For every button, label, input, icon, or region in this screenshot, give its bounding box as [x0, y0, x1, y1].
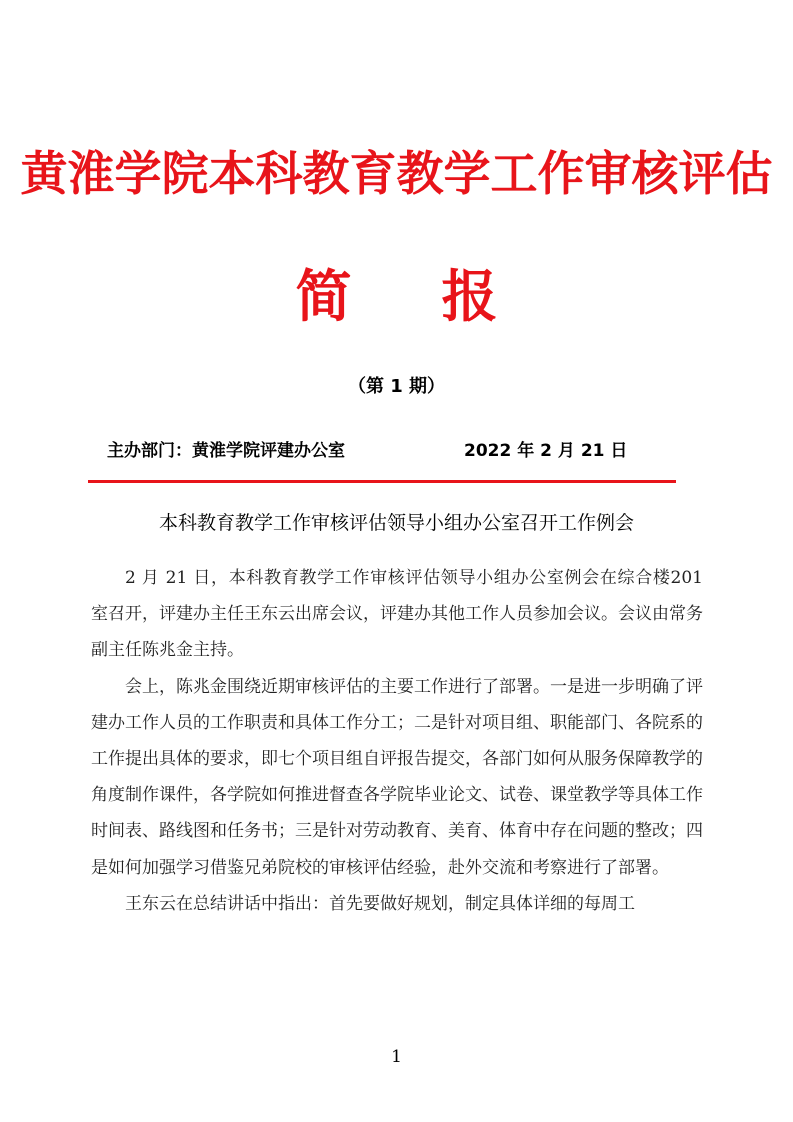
- publish-date: 2022 年 2 月 21 日: [464, 441, 628, 461]
- masthead-subtitle: [0, 258, 793, 338]
- sponsor-department: 主办部门：黄淮学院评建办公室: [107, 441, 345, 461]
- paragraph-1: 2 月 21 日，本科教育教学工作审核评估领导小组办公室例会在综合楼201 室召开，评建办主任王东云出席会议，评建办其他工作人员参加会议。会议由常务副主任陈兆金主持。: [91, 568, 703, 661]
- meta-row: [107, 436, 687, 466]
- masthead-title: 黄淮学院本科教育教学工作审核评估: [20, 147, 773, 202]
- red-divider: [88, 480, 676, 483]
- masthead-subtitle-left: 简: [295, 265, 352, 330]
- article-title: 本科教育教学工作审核评估领导小组办公室召开工作例会: [158, 512, 634, 534]
- page-number: 1: [391, 1047, 402, 1067]
- paragraph-2: 会上，陈兆金围绕近期审核评估的主要工作进行了部署。一是进一步明确了评建办工作人员的工作职责和具体工作分工；二是针对项目组、职能部门、各院系的工作提出具体的要求，即七个项目组自评报告提交，各部门如何从服务保障教学的角度制作课件，各学院如何推进督查各学院毕业论文、试卷、课堂教学等具体工作时间表、路线图和任务书；三是针对劳动教育、美育、体育中存在问题的整改；四是如何加强学习借鉴兄弟院校的审核评估经验，赴外交流和考察进行了部署。: [91, 676, 703, 878]
- article-body: [91, 560, 703, 922]
- paragraph-3: 王东云在总结讲话中指出：首先要做好规划，制定具体详细的每周工: [125, 893, 635, 914]
- issue-number: （第 1 期）: [347, 376, 446, 397]
- masthead-subtitle-right: 报: [441, 265, 498, 330]
